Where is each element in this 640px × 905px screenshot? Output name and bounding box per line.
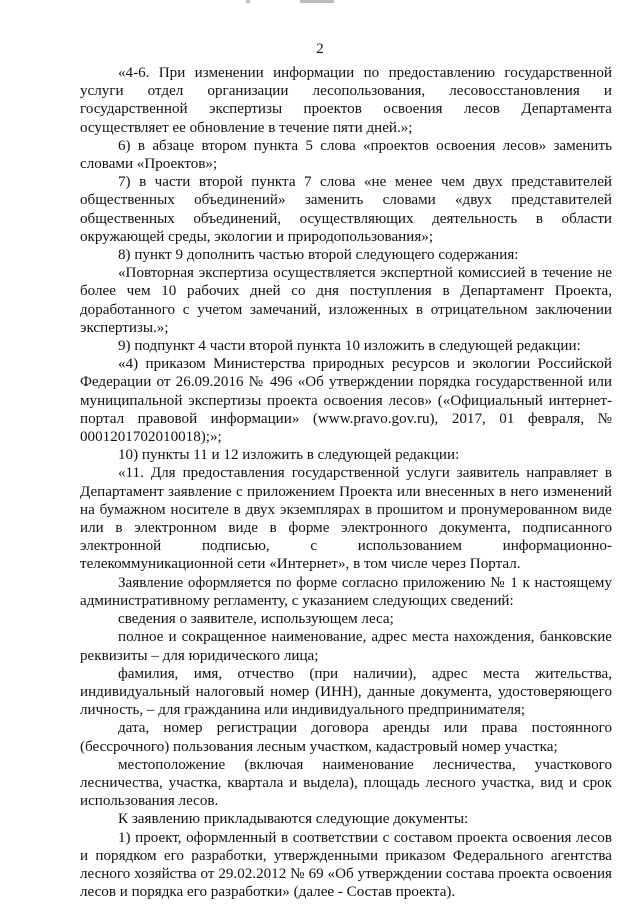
paragraph: Заявление оформляется по форме согласно приложению № 1 к настоящему административному регламенту, с указанием следующих сведений: (80, 574, 612, 609)
paragraph: «4) приказом Министерства природных ресурсов и экологии Российской Федерации от 26.09.2016 № 496 «Об утверждении порядка государственной или муниципальной экспертизы проекта освоения лесов» («Официальный интернет-портал правовой информации» (www.pravo.gov.ru), 2017, 01 февраля, № 0001201702010018);»; (80, 356, 612, 446)
paragraph: 1) проект, оформленный в соответствии с составом проекта освоения лесов и порядком его разработки, утвержденными приказом Федерального агентства лесного хозяйства от 29.02.2012 № 69 «Об утверждении состава проекта освоения лесов и порядка его разработки» (далее - Состав проекта). (80, 829, 612, 901)
paragraph: полное и сокращенное наименование, адрес места нахождения, банковские реквизиты – для юридического лица; (80, 629, 612, 664)
paragraph: «4-6. При изменении информации по предоставлению государственной услуги отдел организации лесопользования, лесовосстановления и государственной экспертизы проектов освоения лесов Департамента осуществляет ее обновление в течение пяти дней.»; (80, 65, 612, 136)
paragraph: 6) в абзаце втором пункта 5 слова «проектов освоения лесов» заменить словами «Проектов»; (80, 137, 612, 173)
paragraph: 8) пункт 9 дополнить частью второй следующего содержания: (118, 247, 519, 264)
paragraph: фамилия, имя, отчество (при наличии), адрес места жительства, индивидуальный налоговый номер (ИНН), данные документа, удостоверяющего личность, – для гражданина или индивидуального предпринимателя; (80, 665, 612, 719)
paragraph: сведения о заявителе, использующем леса; (118, 611, 394, 628)
paragraph: К заявлению прикладываются следующие документы: (118, 811, 469, 828)
paragraph: 9) подпункт 4 части второй пункта 10 изложить в следующей редакции: (118, 338, 581, 355)
page-number: 2 (316, 41, 324, 57)
scan-mark (246, 0, 250, 3)
paragraph: местоположение (включая наименование лесничества, участкового лесничества, участка, квартала и выдела), площадь лесного участка, вид и срок использования лесов. (80, 756, 612, 810)
paragraph: «11. Для предоставления государственной услуги заявитель направляет в Департамент заявление с приложением Проекта или внесенных в него изменений на бумажном носителе в двух экземплярах в прошитом и пронумерованном виде или в электронном виде в форме электронного документа, подписанного электронной подписью, с использованием информационно-телекоммуникационной сети «Интернет», в том числе через Портал. (80, 465, 612, 573)
paragraph: «Повторная экспертиза осуществляется экспертной комиссией в течение не более чем 10 рабочих дней со дня поступления в Департамент Проекта, доработанного с учетом замечаний, изложенных в отрицательном заключении экспертизы.»; (80, 265, 612, 336)
paragraph: дата, номер регистрации договора аренды или права постоянного (бессрочного) пользования лесным участком, кадастровый номер участка; (80, 720, 612, 755)
paragraph: 7) в части второй пункта 7 слова «не менее чем двух представителей общественных объединений» заменить словами «двух представителей общественных объединений, осуществляющих деятельность в области окружающей среды, экологии и природопользования»; (80, 174, 612, 245)
document-body (80, 64, 612, 901)
scan-mark (300, 0, 334, 3)
paragraph: 10) пункты 11 и 12 изложить в следующей редакции: (118, 447, 460, 464)
